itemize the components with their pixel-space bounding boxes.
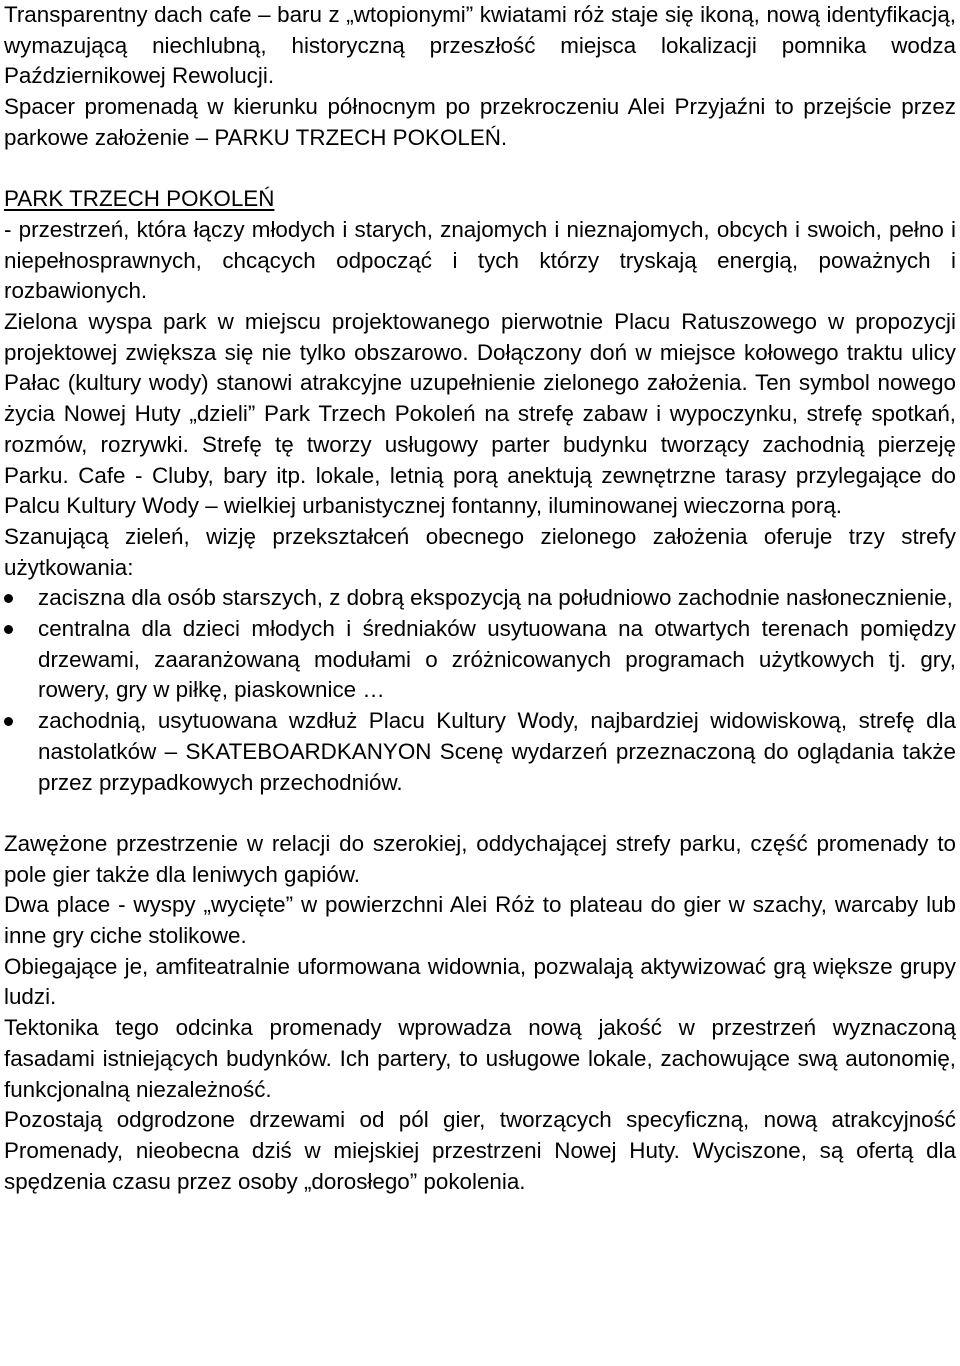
park-paragraph-green-island: Zielona wyspa park w miejscu projektowanego pierwotnie Placu Ratuszowego w propozycji projektowej zwiększa się nie tylko obszarowo. Dołączony doń w miejsce kołowego traktu ulicy Pałac (kultury wody) stanowi atrakcyjne uzupełnienie zielonego założenia. Ten symbol nowego życia Nowej Huty „dzieli” Park Trzech Pokoleń na strefę zabaw i wypoczynku, strefę spotkań, rozmów, rozrywki. Strefę tę tworzy usługowy parter budynku tworzący zachodnią pierzeję Parku. Cafe - Cluby, bary itp. lokale, letnią porą anektują zewnętrzne tarasy przylegające do Palcu Kultury Wody – wielkiej urbanistycznej fontanny, iluminowanej wieczorna porą.: [4, 309, 956, 519]
paragraph-gap: [4, 154, 956, 185]
promenade-paragraph-narrow-spaces: Zawężone przestrzenie w relacji do szerokiej, oddychającej strefy parku, część promenady to pole gier także dla leniwych gapiów.: [4, 830, 956, 887]
list-item-text: zachodnią, usytuowana wzdłuż Placu Kultury Wody, najbardziej widowiskową, strefę dla nastolatków – SKATEBOARDKANYON Scenę wydarzeń przeznaczoną do oglądania także przez przypadkowych przechodniów.: [38, 708, 956, 795]
document-page: [4, 0, 956, 1197]
paragraph-gap: [4, 798, 956, 829]
intro-paragraph-promenade: Spacer promenadą w kierunku północnym po przekroczeniu Alei Przyjaźni to przejście przez parkowe założenie – PARKU TRZECH POKOLEŃ.: [4, 94, 956, 150]
list-item: [4, 706, 956, 798]
bullet-icon: [4, 625, 13, 634]
list-item-text: zaciszna dla osób starszych, z dobrą ekspozycją na południowo zachodnie nasłonecznienie,: [38, 585, 953, 611]
bullet-icon: [4, 717, 13, 726]
bullet-icon: [4, 594, 13, 603]
park-paragraph-definition: - przestrzeń, która łączy młodych i starych, znajomych i nieznajomych, obcych i swoich, pełno i niepełnosprawnych, chcących odpocząć i tych którzy tryskają energią, poważnych i rozbawionych.: [4, 216, 956, 304]
list-item: [4, 614, 956, 706]
zones-list: [4, 583, 956, 798]
promenade-paragraph-tectonics: Tektonika tego odcinka promenady wprowadza nową jakość w przestrzeń wyznaczoną fasadami istniejących budynków. Ich partery, to usługowe lokale, zachowujące swą autonomię, funkcjonalną niezależność.: [4, 1015, 956, 1102]
list-item-text: centralna dla dzieci młodych i średniaków usytuowana na otwartych terenach pomiędzy drzewami, zaaranżowaną modułami o zróżnicowanych programach użytkowych tj. gry, rowery, gry w piłkę, piaskownice …: [38, 616, 956, 703]
promenade-paragraph-amphitheatre: Obiegające je, amfiteatralnie uformowana widownia, pozwalają aktywizować grą większe grupy ludzi.: [4, 953, 956, 1010]
intro-paragraph-cafe: Transparentny dach cafe – baru z „wtopionymi” kwiatami róż staje się ikoną, nową identyfikacją, wymazującą niechlubną, historyczną przeszłość miejsca lokalizacji pomnika wodza Październikowej Rewolucji.: [4, 2, 956, 89]
promenade-paragraph-separated: Pozostają odgrodzone drzewami od pól gier, tworzących specyficzną, nową atrakcyjność Promenady, nieobecna dziś w miejskiej przestrzeni Nowej Huty. Wyciszone, są ofertą dla spędzenia czasu przez osoby „dorosłego” pokolenia.: [4, 1107, 956, 1194]
park-paragraph-zones-intro: Szanującą zieleń, wizję przekształceń obecnego zielonego założenia oferuje trzy strefy użytkowania:: [4, 523, 956, 580]
section-heading-park: PARK TRZECH POKOLEŃ: [4, 186, 275, 212]
promenade-paragraph-two-squares: Dwa place - wyspy „wycięte” w powierzchni Alei Róż to plateau do gier w szachy, warcaby lub inne gry ciche stolikowe.: [4, 892, 956, 949]
list-item: [4, 583, 956, 614]
